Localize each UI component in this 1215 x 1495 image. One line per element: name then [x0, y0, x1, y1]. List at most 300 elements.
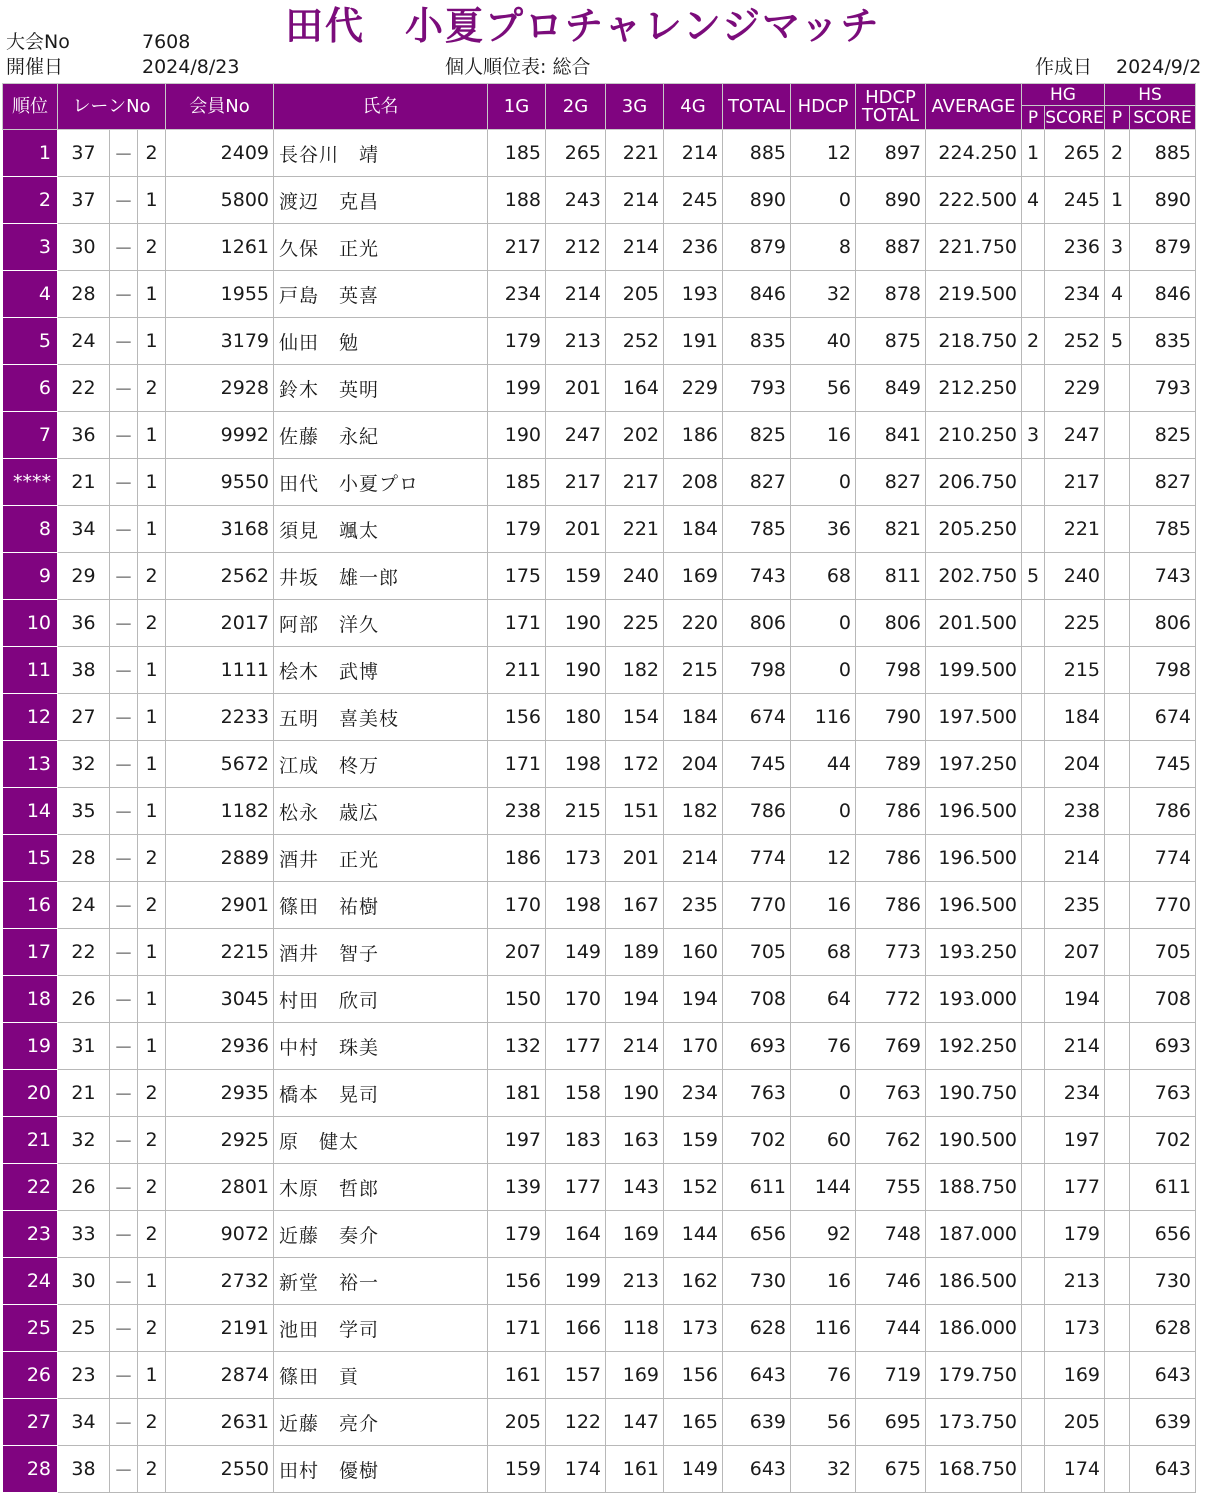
hg-score-cell: 207 [1045, 929, 1105, 976]
total-cell: 793 [723, 365, 791, 412]
name-cell: 酒井 正光 [274, 835, 488, 882]
game2-cell: 177 [546, 1164, 606, 1211]
game1-cell: 205 [488, 1399, 546, 1446]
total-cell: 705 [723, 929, 791, 976]
name-cell: 戸島 英喜 [274, 271, 488, 318]
rank-cell: 27 [3, 1399, 58, 1446]
table-row [3, 224, 1196, 271]
game2-cell: 180 [546, 694, 606, 741]
lane-cell: 38 [58, 1446, 110, 1493]
game1-cell: 179 [488, 506, 546, 553]
average-cell: 206.750 [926, 459, 1022, 506]
member-no-cell: 1955 [166, 271, 274, 318]
hs-place-cell: 4 [1105, 271, 1130, 318]
lane-cell: 28 [58, 271, 110, 318]
lane-cell: 22 [58, 929, 110, 976]
hg-place-cell [1022, 1211, 1045, 1258]
col-hs-p: P [1105, 106, 1130, 130]
pair-cell: 1 [138, 459, 166, 506]
hg-score-cell: 217 [1045, 459, 1105, 506]
game1-cell: 170 [488, 882, 546, 929]
game3-cell: 217 [606, 459, 664, 506]
table-row [3, 882, 1196, 929]
game4-cell: 194 [664, 976, 723, 1023]
hg-place-cell: 3 [1022, 412, 1045, 459]
hdcp-cell: 76 [791, 1023, 856, 1070]
game1-cell: 234 [488, 271, 546, 318]
table-row [3, 365, 1196, 412]
rank-cell: 18 [3, 976, 58, 1023]
game3-cell: 190 [606, 1070, 664, 1117]
hg-score-cell: 236 [1045, 224, 1105, 271]
game1-cell: 199 [488, 365, 546, 412]
total-cell: 763 [723, 1070, 791, 1117]
game3-cell: 143 [606, 1164, 664, 1211]
hg-place-cell [1022, 224, 1045, 271]
hs-score-cell: 745 [1130, 741, 1196, 788]
total-cell: 827 [723, 459, 791, 506]
game4-cell: 149 [664, 1446, 723, 1493]
rank-cell: 14 [3, 788, 58, 835]
rank-cell: 5 [3, 318, 58, 365]
rank-cell: 17 [3, 929, 58, 976]
lane-cell: 26 [58, 976, 110, 1023]
game2-cell: 164 [546, 1211, 606, 1258]
game2-cell: 159 [546, 553, 606, 600]
game1-cell: 159 [488, 1446, 546, 1493]
col-average: AVERAGE [926, 84, 1022, 130]
pair-cell: 1 [138, 694, 166, 741]
hdcp-total-cell: 773 [856, 929, 926, 976]
game4-cell: 186 [664, 412, 723, 459]
hg-place-cell [1022, 1446, 1045, 1493]
table-row [3, 1070, 1196, 1117]
hs-place-cell [1105, 1117, 1130, 1164]
lane-separator: － [110, 459, 138, 506]
hdcp-cell: 0 [791, 459, 856, 506]
member-no-cell: 5672 [166, 741, 274, 788]
hs-place-cell [1105, 1070, 1130, 1117]
game3-cell: 214 [606, 224, 664, 271]
game2-cell: 214 [546, 271, 606, 318]
total-cell: 730 [723, 1258, 791, 1305]
average-cell: 187.000 [926, 1211, 1022, 1258]
game2-cell: 177 [546, 1023, 606, 1070]
lane-cell: 33 [58, 1211, 110, 1258]
member-no-cell: 2732 [166, 1258, 274, 1305]
hs-score-cell: 835 [1130, 318, 1196, 365]
pair-cell: 1 [138, 177, 166, 224]
average-cell: 190.500 [926, 1117, 1022, 1164]
pair-cell: 2 [138, 1070, 166, 1117]
created-label: 作成日 [1035, 56, 1093, 78]
hg-score-cell: 247 [1045, 412, 1105, 459]
name-cell: 新堂 裕一 [274, 1258, 488, 1305]
hg-score-cell: 245 [1045, 177, 1105, 224]
rank-cell: 8 [3, 506, 58, 553]
event-date: 2024/8/23 [142, 56, 240, 78]
member-no-cell: 2233 [166, 694, 274, 741]
average-cell: 221.750 [926, 224, 1022, 271]
hg-place-cell [1022, 694, 1045, 741]
event-no-label: 大会No [6, 31, 70, 53]
hdcp-cell: 0 [791, 600, 856, 647]
rank-cell: 20 [3, 1070, 58, 1117]
game2-cell: 213 [546, 318, 606, 365]
hdcp-cell: 16 [791, 1258, 856, 1305]
game2-cell: 158 [546, 1070, 606, 1117]
lane-cell: 37 [58, 130, 110, 177]
game1-cell: 171 [488, 600, 546, 647]
total-cell: 785 [723, 506, 791, 553]
hs-score-cell: 628 [1130, 1305, 1196, 1352]
average-cell: 201.500 [926, 600, 1022, 647]
lane-cell: 22 [58, 365, 110, 412]
hs-place-cell [1105, 1211, 1130, 1258]
lane-separator: － [110, 412, 138, 459]
game3-cell: 147 [606, 1399, 664, 1446]
table-row [3, 1305, 1196, 1352]
table-row [3, 271, 1196, 318]
pair-cell: 2 [138, 1446, 166, 1493]
hg-place-cell [1022, 882, 1045, 929]
game1-cell: 139 [488, 1164, 546, 1211]
lane-cell: 38 [58, 647, 110, 694]
lane-cell: 32 [58, 741, 110, 788]
total-cell: 774 [723, 835, 791, 882]
pair-cell: 1 [138, 741, 166, 788]
name-cell: 篠田 祐樹 [274, 882, 488, 929]
total-cell: 835 [723, 318, 791, 365]
hs-place-cell: 2 [1105, 130, 1130, 177]
pair-cell: 2 [138, 882, 166, 929]
table-row [3, 1399, 1196, 1446]
game3-cell: 182 [606, 647, 664, 694]
hg-place-cell [1022, 1305, 1045, 1352]
average-cell: 168.750 [926, 1446, 1022, 1493]
hs-place-cell [1105, 929, 1130, 976]
hdcp-cell: 16 [791, 882, 856, 929]
game3-cell: 118 [606, 1305, 664, 1352]
game1-cell: 179 [488, 1211, 546, 1258]
hg-score-cell: 173 [1045, 1305, 1105, 1352]
hs-place-cell [1105, 976, 1130, 1023]
hg-place-cell [1022, 365, 1045, 412]
game1-cell: 185 [488, 459, 546, 506]
total-cell: 745 [723, 741, 791, 788]
pair-cell: 2 [138, 1117, 166, 1164]
average-cell: 193.000 [926, 976, 1022, 1023]
name-cell: 五明 喜美枝 [274, 694, 488, 741]
lane-cell: 32 [58, 1117, 110, 1164]
col-g2: 2G [546, 84, 606, 130]
name-cell: 酒井 智子 [274, 929, 488, 976]
total-cell: 702 [723, 1117, 791, 1164]
average-cell: 197.250 [926, 741, 1022, 788]
hs-score-cell: 708 [1130, 976, 1196, 1023]
hg-score-cell: 234 [1045, 1070, 1105, 1117]
game4-cell: 156 [664, 1352, 723, 1399]
name-cell: 村田 欣司 [274, 976, 488, 1023]
hg-place-cell [1022, 929, 1045, 976]
lane-separator: － [110, 1258, 138, 1305]
col-hs-score: SCORE [1130, 106, 1196, 130]
hs-score-cell: 846 [1130, 271, 1196, 318]
game1-cell: 238 [488, 788, 546, 835]
average-cell: 188.750 [926, 1164, 1022, 1211]
hs-score-cell: 743 [1130, 553, 1196, 600]
hdcp-total-cell: 841 [856, 412, 926, 459]
hdcp-total-cell: 762 [856, 1117, 926, 1164]
hdcp-cell: 0 [791, 177, 856, 224]
lane-separator: － [110, 1446, 138, 1493]
hg-score-cell: 177 [1045, 1164, 1105, 1211]
col-hg-score: SCORE [1045, 107, 1104, 128]
table-row [3, 741, 1196, 788]
hdcp-total-cell: 748 [856, 1211, 926, 1258]
game1-cell: 156 [488, 1258, 546, 1305]
lane-separator: － [110, 1352, 138, 1399]
hdcp-total-cell: 827 [856, 459, 926, 506]
name-cell: 近藤 亮介 [274, 1399, 488, 1446]
member-no-cell: 5800 [166, 177, 274, 224]
total-cell: 643 [723, 1352, 791, 1399]
game3-cell: 161 [606, 1446, 664, 1493]
table-row [3, 130, 1196, 177]
table-row [3, 1211, 1196, 1258]
rank-cell: 4 [3, 271, 58, 318]
col-hdcp-total-line1: HDCP [865, 86, 916, 108]
game2-cell: 199 [546, 1258, 606, 1305]
hs-place-cell [1105, 459, 1130, 506]
lane-separator: － [110, 365, 138, 412]
hs-score-cell: 885 [1130, 130, 1196, 177]
name-cell: 原 健太 [274, 1117, 488, 1164]
pair-cell: 1 [138, 1023, 166, 1070]
rank-cell: 12 [3, 694, 58, 741]
pair-cell: 2 [138, 365, 166, 412]
game2-cell: 217 [546, 459, 606, 506]
member-no-cell: 2631 [166, 1399, 274, 1446]
pair-cell: 1 [138, 318, 166, 365]
game1-cell: 197 [488, 1117, 546, 1164]
game4-cell: 144 [664, 1211, 723, 1258]
average-cell: 186.000 [926, 1305, 1022, 1352]
hs-score-cell: 656 [1130, 1211, 1196, 1258]
col-g1: 1G [488, 84, 546, 130]
game4-cell: 170 [664, 1023, 723, 1070]
name-cell: 田代 小夏プロ [274, 459, 488, 506]
member-no-cell: 2935 [166, 1070, 274, 1117]
average-cell: 196.500 [926, 788, 1022, 835]
hdcp-total-cell: 786 [856, 882, 926, 929]
hs-place-cell: 1 [1105, 177, 1130, 224]
hdcp-cell: 16 [791, 412, 856, 459]
game2-cell: 190 [546, 647, 606, 694]
game4-cell: 214 [664, 835, 723, 882]
name-cell: 阿部 洋久 [274, 600, 488, 647]
total-cell: 786 [723, 788, 791, 835]
col-member: 会員No [166, 84, 274, 130]
hdcp-total-cell: 675 [856, 1446, 926, 1493]
hs-place-cell [1105, 1399, 1130, 1446]
hdcp-cell: 0 [791, 1070, 856, 1117]
hg-place-cell [1022, 1117, 1045, 1164]
hdcp-total-cell: 772 [856, 976, 926, 1023]
lane-separator: － [110, 177, 138, 224]
hdcp-total-cell: 806 [856, 600, 926, 647]
hdcp-cell: 116 [791, 1305, 856, 1352]
lane-separator: － [110, 929, 138, 976]
pair-cell: 1 [138, 1258, 166, 1305]
game4-cell: 204 [664, 741, 723, 788]
average-cell: 173.750 [926, 1399, 1022, 1446]
hdcp-total-cell: 887 [856, 224, 926, 271]
table-row [3, 1117, 1196, 1164]
name-cell: 鈴木 英明 [274, 365, 488, 412]
col-hg: HG [1022, 84, 1105, 106]
col-hg-p: P [1022, 106, 1045, 130]
member-no-cell: 2928 [166, 365, 274, 412]
total-cell: 825 [723, 412, 791, 459]
hg-place-cell [1022, 271, 1045, 318]
hs-place-cell [1105, 506, 1130, 553]
hs-score-cell: 827 [1130, 459, 1196, 506]
hg-score-cell: 204 [1045, 741, 1105, 788]
hdcp-cell: 76 [791, 1352, 856, 1399]
average-cell: 205.250 [926, 506, 1022, 553]
name-cell: 須見 颯太 [274, 506, 488, 553]
hs-place-cell [1105, 412, 1130, 459]
game3-cell: 202 [606, 412, 664, 459]
member-no-cell: 3179 [166, 318, 274, 365]
lane-cell: 28 [58, 835, 110, 882]
table-row [3, 553, 1196, 600]
game3-cell: 214 [606, 177, 664, 224]
hg-score-cell: 214 [1045, 1023, 1105, 1070]
lane-cell: 23 [58, 1352, 110, 1399]
table-row [3, 412, 1196, 459]
game2-cell: 212 [546, 224, 606, 271]
game3-cell: 163 [606, 1117, 664, 1164]
game3-cell: 169 [606, 1211, 664, 1258]
lane-cell: 24 [58, 318, 110, 365]
average-cell: 218.750 [926, 318, 1022, 365]
hdcp-cell: 8 [791, 224, 856, 271]
member-no-cell: 1261 [166, 224, 274, 271]
game4-cell: 245 [664, 177, 723, 224]
hs-place-cell [1105, 365, 1130, 412]
hg-place-cell [1022, 976, 1045, 1023]
lane-cell: 31 [58, 1023, 110, 1070]
total-cell: 743 [723, 553, 791, 600]
average-cell: 224.250 [926, 130, 1022, 177]
hdcp-cell: 60 [791, 1117, 856, 1164]
hdcp-total-cell: 811 [856, 553, 926, 600]
game3-cell: 213 [606, 1258, 664, 1305]
hg-place-cell [1022, 647, 1045, 694]
lane-cell: 36 [58, 600, 110, 647]
ranking-rows [3, 130, 1196, 1493]
hdcp-cell: 36 [791, 506, 856, 553]
average-cell: 199.500 [926, 647, 1022, 694]
game1-cell: 190 [488, 412, 546, 459]
member-no-cell: 9992 [166, 412, 274, 459]
total-cell: 798 [723, 647, 791, 694]
hg-score-cell: 221 [1045, 506, 1105, 553]
average-cell: 210.250 [926, 412, 1022, 459]
lane-separator: － [110, 835, 138, 882]
lane-cell: 29 [58, 553, 110, 600]
lane-separator: － [110, 506, 138, 553]
hdcp-cell: 12 [791, 130, 856, 177]
game2-cell: 170 [546, 976, 606, 1023]
hs-score-cell: 825 [1130, 412, 1196, 459]
average-cell: 193.250 [926, 929, 1022, 976]
hdcp-cell: 40 [791, 318, 856, 365]
hdcp-cell: 92 [791, 1211, 856, 1258]
member-no-cell: 2874 [166, 1352, 274, 1399]
hs-score-cell: 798 [1130, 647, 1196, 694]
game1-cell: 181 [488, 1070, 546, 1117]
member-no-cell: 2191 [166, 1305, 274, 1352]
member-no-cell: 2936 [166, 1023, 274, 1070]
hs-score-cell: 730 [1130, 1258, 1196, 1305]
hg-place-cell: 4 [1022, 177, 1045, 224]
game4-cell: 235 [664, 882, 723, 929]
hs-place-cell [1105, 1352, 1130, 1399]
average-cell: 212.250 [926, 365, 1022, 412]
game4-cell: 160 [664, 929, 723, 976]
hg-score-cell: 229 [1045, 365, 1105, 412]
game1-cell: 211 [488, 647, 546, 694]
game2-cell: 190 [546, 600, 606, 647]
lane-separator: － [110, 1399, 138, 1446]
col-hdcp-total [856, 84, 926, 130]
game1-cell: 179 [488, 318, 546, 365]
table-row [3, 318, 1196, 365]
game1-cell: 156 [488, 694, 546, 741]
game1-cell: 171 [488, 741, 546, 788]
table-row [3, 647, 1196, 694]
game4-cell: 169 [664, 553, 723, 600]
game3-cell: 205 [606, 271, 664, 318]
total-cell: 693 [723, 1023, 791, 1070]
lane-separator: － [110, 1211, 138, 1258]
rank-cell: 3 [3, 224, 58, 271]
member-no-cell: 1182 [166, 788, 274, 835]
game4-cell: 208 [664, 459, 723, 506]
lane-separator: － [110, 1117, 138, 1164]
game2-cell: 157 [546, 1352, 606, 1399]
game2-cell: 166 [546, 1305, 606, 1352]
game4-cell: 236 [664, 224, 723, 271]
hg-score-cell: 205 [1045, 1399, 1105, 1446]
game1-cell: 185 [488, 130, 546, 177]
hs-score-cell: 705 [1130, 929, 1196, 976]
table-row [3, 1258, 1196, 1305]
lane-separator: － [110, 553, 138, 600]
pair-cell: 2 [138, 1211, 166, 1258]
total-cell: 846 [723, 271, 791, 318]
member-no-cell: 2925 [166, 1117, 274, 1164]
lane-separator: － [110, 1164, 138, 1211]
game4-cell: 162 [664, 1258, 723, 1305]
name-cell: 江成 柊万 [274, 741, 488, 788]
average-cell: 222.500 [926, 177, 1022, 224]
hg-place-cell [1022, 1164, 1045, 1211]
rank-cell: 11 [3, 647, 58, 694]
